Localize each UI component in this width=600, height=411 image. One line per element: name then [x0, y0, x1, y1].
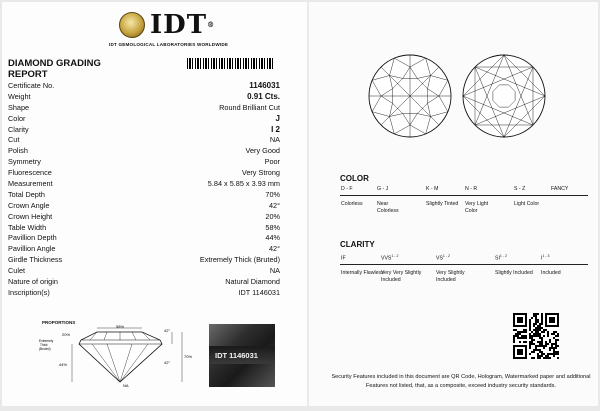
report-title — [8, 59, 101, 80]
color-grade: K - M — [426, 186, 439, 192]
color-grade: N - R — [465, 186, 478, 192]
report-row-value: NA — [269, 135, 280, 145]
report-row-value: 0.91 Cts. — [247, 91, 280, 101]
proportions-diagram — [32, 324, 202, 388]
crown-view-diagram — [367, 53, 453, 139]
report-row-value: Extremely Thick (Bruted) — [199, 255, 280, 265]
report-row-value: Very Good — [245, 146, 280, 156]
report-row-value: Poor — [264, 157, 280, 167]
barcode — [187, 58, 275, 69]
color-grade: D - F — [341, 186, 353, 192]
color-description: Colorless — [341, 201, 363, 207]
clarity-divider — [340, 264, 588, 265]
prop-total-depth: 70% — [184, 354, 193, 359]
report-row-label: Fluorescence — [8, 168, 52, 178]
prop-crown-height: 20% — [62, 332, 71, 337]
clarity-description: Internally Flawless — [341, 270, 384, 276]
report-row-label: Symmetry — [8, 157, 41, 167]
report-row-value: Round Brilliant Cut — [219, 102, 280, 112]
clarity-grade: IF — [341, 255, 346, 262]
logo-subtitle: IDT GEMOLOGICAL LABORATORIES WORLDWIDE — [109, 42, 229, 47]
report-row — [8, 168, 280, 179]
report-row-value: J — [275, 113, 280, 123]
report-row — [8, 255, 280, 266]
report-row — [8, 212, 280, 223]
report-row-label: Crown Angle — [8, 200, 50, 210]
pavilion-view-diagram — [461, 53, 547, 139]
color-divider — [340, 195, 588, 196]
report-row — [8, 146, 280, 157]
report-row-label: Girdle Thickness — [8, 255, 63, 265]
prop-table: 58% — [116, 324, 125, 329]
report-row-label: Cut — [8, 135, 20, 145]
report-row — [8, 125, 280, 136]
report-row-value: I 2 — [271, 124, 280, 134]
clarity-description: Very Slightly Included — [436, 270, 465, 283]
logo-emblem-icon — [119, 12, 145, 38]
clarity-grade-range: 1 - 2 — [391, 254, 399, 258]
prop-culet: NA — [123, 383, 129, 388]
report-row — [8, 244, 280, 255]
security-footer: Security Features included in this document are QR Code, Hologram, Watermarked paper and additional Features not listed, that, as a composite, exceed industry security standards. — [331, 374, 591, 389]
logo-brand: IDT — [150, 10, 208, 40]
report-row-value: 42° — [268, 200, 280, 210]
report-row — [8, 233, 280, 244]
report-row-label: Total Depth — [8, 189, 45, 199]
prop-girdle: Extremely Thick (Bruted) — [39, 339, 54, 351]
report-title-line2: REPORT — [8, 68, 48, 80]
clarity-description: Included — [541, 270, 561, 276]
report-row — [8, 92, 280, 103]
report-row-label: Nature of origin — [8, 277, 58, 287]
report-row-label: Crown Height — [8, 211, 53, 221]
report-row — [8, 223, 280, 234]
report-row — [8, 114, 280, 125]
qr-code-icon — [513, 313, 559, 359]
color-grade: G - J — [377, 186, 389, 192]
report-row-value: 5.84 x 5.85 x 3.93 mm — [207, 179, 280, 189]
report-row-value: 44% — [265, 233, 280, 243]
clarity-grade-range: 1 - 2 — [442, 254, 450, 258]
report-row-label: Polish — [8, 146, 28, 156]
report-row-value: NA — [269, 266, 280, 276]
report-row — [8, 266, 280, 277]
report-row-label: Certificate No. — [8, 81, 55, 90]
report-row-value: 70% — [265, 189, 280, 199]
report-row-value: 1146031 — [249, 81, 280, 90]
color-description: Light Color — [514, 201, 540, 207]
report-title-line1: DIAMOND GRADING — [8, 58, 101, 69]
proportions-title: PROPORTIONS — [42, 320, 76, 325]
report-row-label: Culet — [8, 266, 26, 276]
color-description: Slightly Tinted — [426, 201, 459, 207]
color-scale-title: COLOR — [340, 174, 369, 183]
report-row — [8, 103, 280, 114]
report-row-value: Natural Diamond — [225, 277, 280, 287]
report-row — [8, 135, 280, 146]
report-row-value: 20% — [265, 211, 280, 221]
report-row-value: IDT 1146031 — [238, 287, 280, 297]
report-row-label: Weight — [8, 91, 31, 101]
color-description: Very Light Color — [465, 201, 489, 214]
report-row-label: Clarity — [8, 124, 29, 134]
clarity-grade-range: 1 - 3 — [542, 254, 550, 258]
inscription-photo-text: IDT 1146031 — [215, 351, 258, 360]
logo-registered-mark: ® — [207, 20, 216, 29]
clarity-grade: SI — [495, 255, 500, 262]
color-grade: FANCY — [551, 186, 569, 192]
report-row-value: Very Strong — [241, 168, 280, 178]
report-row — [8, 179, 280, 190]
inscription-photo — [209, 324, 275, 387]
report-row — [8, 277, 280, 288]
clarity-description: Slightly Included — [495, 270, 533, 276]
report-row-label: Pavillion Angle — [8, 244, 56, 254]
report-row-value: 42° — [268, 244, 280, 254]
left-panel — [2, 2, 307, 406]
report-rows — [8, 81, 280, 299]
report-row — [8, 201, 280, 212]
report-row — [8, 288, 280, 299]
color-grade: S - Z — [514, 186, 526, 192]
prop-pav-angle: 42° — [164, 360, 171, 365]
report-row-label: Shape — [8, 102, 30, 112]
logo — [119, 12, 215, 38]
clarity-grade-range: 1 - 2 — [499, 254, 507, 258]
report-row-label: Measurement — [8, 179, 53, 189]
report-row — [8, 157, 280, 168]
report-row-label: Inscription(s) — [8, 287, 50, 297]
clarity-grade: VS — [436, 255, 443, 262]
prop-crown-angle: 42° — [164, 328, 171, 333]
clarity-scale-title: CLARITY — [340, 240, 375, 249]
report-row-label: Table Width — [8, 222, 47, 232]
report-row-label: Color — [8, 113, 26, 123]
clarity-grade: VVS — [381, 255, 392, 262]
report-row — [8, 81, 280, 92]
clarity-description: Very Very Slightly Included — [381, 270, 422, 283]
clarity-grade: I — [541, 255, 543, 262]
color-description: Near Colorless — [377, 201, 399, 214]
report-row — [8, 190, 280, 201]
prop-pav-depth: 44% — [59, 362, 68, 367]
report-row-label: Pavillion Depth — [8, 233, 57, 243]
report-row-value: 58% — [265, 222, 280, 232]
